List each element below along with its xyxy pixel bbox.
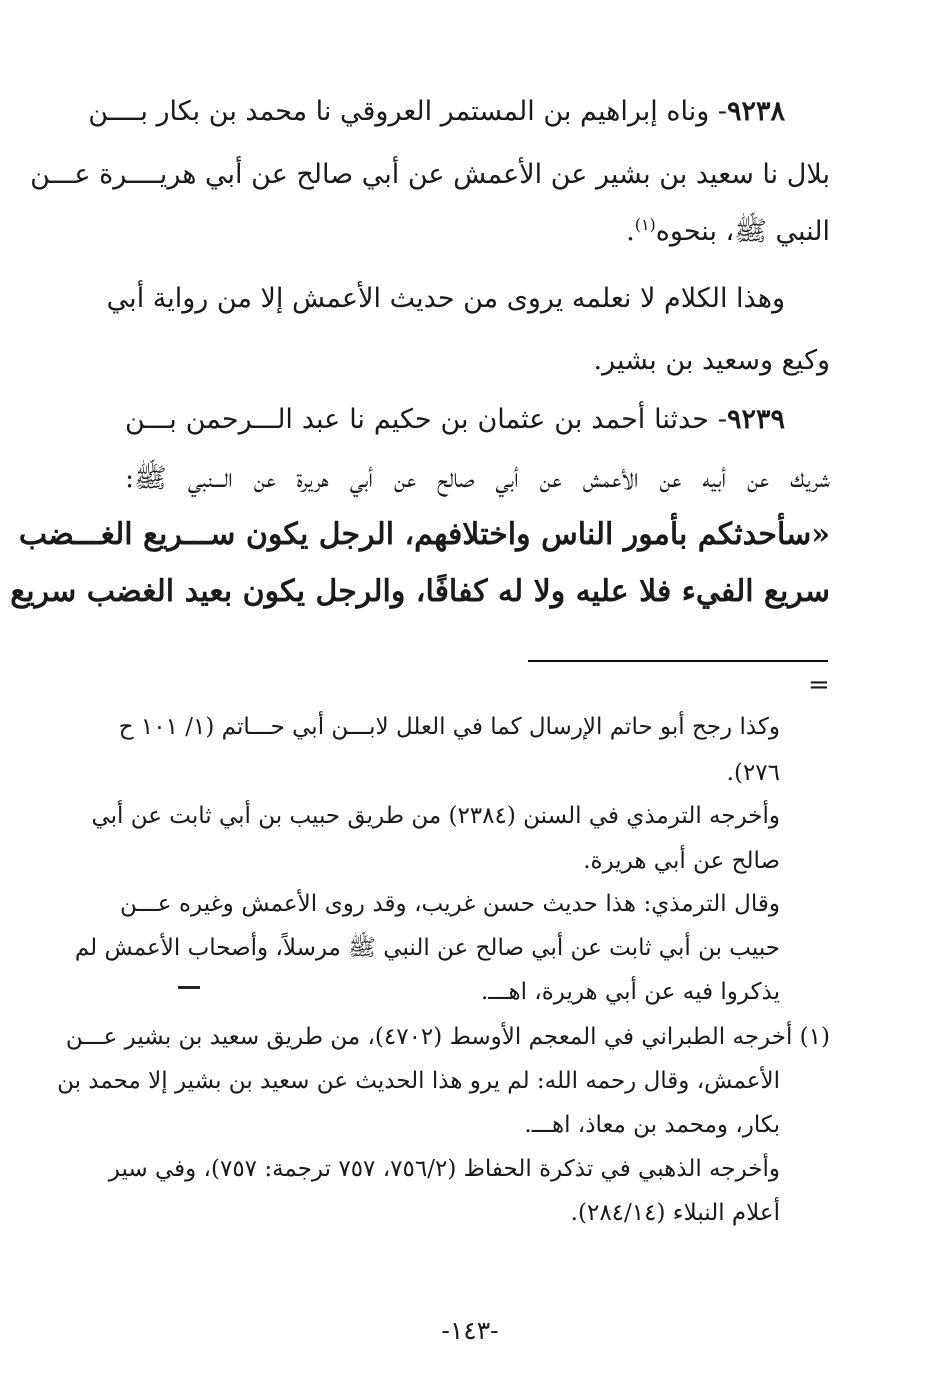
hadith-9239-line-2: شريك عن أبيه عن الأعمش عن أبي صالح عن أبي هريرة عن الـــنبي ﷺ: [125,463,830,494]
period: . [626,216,635,247]
hadith-text: - حدثنا أحمد بن عثمان بن حكيم نا عبد الـــرحمن بـــن [125,404,727,435]
hadith-9239-line-1 [125,400,785,440]
hadith-text: - وناه إبراهيم بن المستمر العروقي نا محمد بن بكار بــــن [88,96,727,127]
hadith-9239-matn-line-2: سريع الفيء فلا عليه ولا له كفافًا، والرجل يكون بعيد الغضب سريع [10,574,830,609]
comment-line-2: وكيع وسعيد بن بشير. [593,345,830,376]
footnote-line: الأعمش، وقال رحمه الله: لم يرو هذا الحديث عن سعيد بن بشير إلا محمد بن [57,1068,780,1094]
hadith-number: ٩٢٣٩ [726,404,785,435]
footnote-line: صالح عن أبي هريرة. [583,848,780,874]
footnote-line: (١) أخرجه الطبراني في المعجم الأوسط (٤٧٠٢)، من طريق سعيد بن بشير عـــن [65,1024,830,1050]
footnote-line: يذكروا فيه عن أبي هريرة، اهـــ. [480,979,780,1005]
footnote-line: بكار، ومحمد بن معاذ، اهـــ. [524,1112,780,1138]
comment-line-1: وهذا الكلام لا نعلمه يروى من حديث الأعمش إلا من رواية أبي [106,283,785,314]
footnote-line: وأخرجه الذهبي في تذكرة الحفاظ (٧٥٦/٢، ٧٥٧ ترجمة: ٧٥٧)، وفي سير [108,1156,780,1182]
footnote-line: وأخرجه الترمذي في السنن (٢٣٨٤) من طريق حبيب بن أبي ثابت عن أبي [91,803,780,829]
hadith-number: ٩٢٣٨ [726,96,785,127]
hadith-9239-matn-line-1: «سأحدثكم بأمور الناس واختلافهم، الرجل يكون ســـريع الغـــضب [18,517,830,552]
footnote-line: ٢٧٦). [726,760,780,786]
footnote-separator [528,660,828,662]
footnote-line: حبيب بن أبي ثابت عن أبي صالح عن النبي ﷺ مرسلاً، وأصحاب الأعمش لم [74,935,780,961]
hadith-9238-line-1 [88,92,785,132]
page-number: -١٤٣- [441,1316,499,1345]
footnote-line: أعلام النبلاء (٢٨٤/١٤). [570,1200,780,1226]
hadith-text: النبي ﷺ، بنحوه [655,216,830,247]
footnote-line: وكذا رجح أبو حاتم الإرسال كما في العلل لابـــن أبي حـــاتم (١/ ١٠١ ح [118,714,780,740]
hadith-9238-line-3 [430,212,830,252]
continuation-mark: = [808,670,830,700]
footnote-ref: (١) [634,215,656,234]
footnote-line: وقال الترمذي: هذا حديث حسن غريب، وقد روى الأعمش وغيره عـــن [120,891,780,917]
correction-mark [178,986,200,989]
hadith-9238-line-2: بلال نا سعيد بن بشير عن الأعمش عن أبي صالح عن أبي هريــــرة عـــن [30,159,830,190]
